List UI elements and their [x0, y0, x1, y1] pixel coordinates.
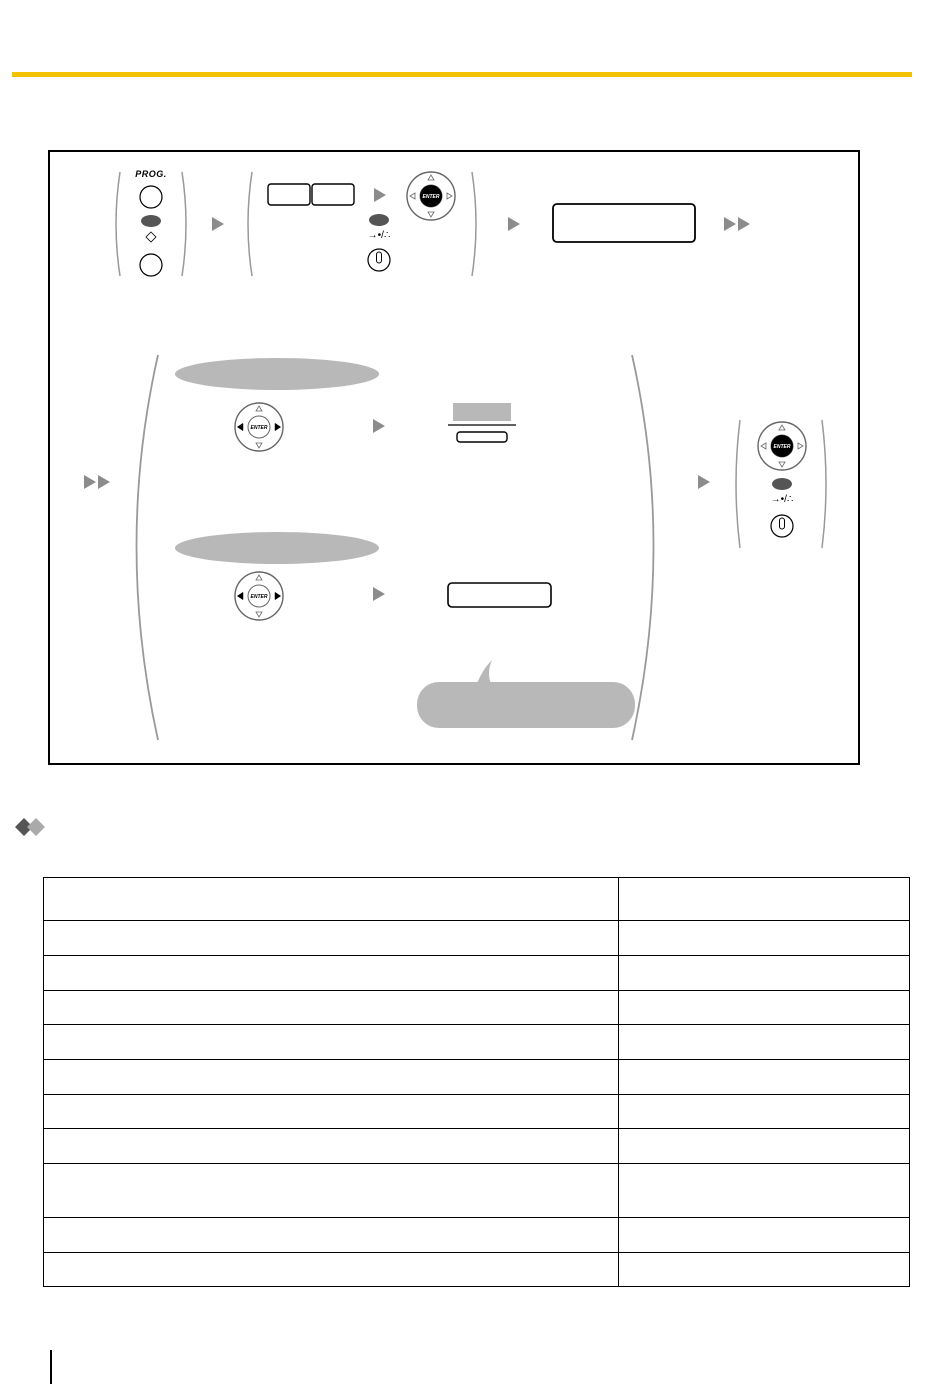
store-auto-dial-icon: →•/∴ [770, 494, 794, 505]
continue-arrow-icon [724, 217, 750, 231]
entry-key-group [248, 172, 476, 276]
prog-key-group [116, 169, 186, 276]
selection-highlight [453, 403, 511, 421]
prog-label: PROG. [135, 169, 167, 179]
dial-key-1[interactable] [268, 184, 310, 205]
navigator-key-icon[interactable] [235, 403, 283, 451]
continue-arrow-icon [84, 475, 110, 489]
hook-icon[interactable] [368, 249, 390, 271]
option-b-pill [175, 532, 379, 564]
end-button[interactable] [140, 254, 162, 276]
svg-text:ENTER: ENTER [422, 194, 440, 200]
table-row [44, 1060, 910, 1095]
option-a-key[interactable] [457, 432, 507, 442]
speech-bubble [417, 660, 635, 728]
table-row [44, 1253, 910, 1287]
svg-text:ENTER: ENTER [773, 444, 791, 450]
next-arrow-icon [508, 217, 520, 231]
table-row [44, 921, 910, 956]
table-row [44, 1164, 910, 1218]
svg-text:ENTER: ENTER [250, 594, 268, 600]
svg-text:ENTER: ENTER [250, 425, 268, 431]
store-auto-dial-icon: →•/∴ [367, 230, 391, 241]
section-diamond-icon [14, 817, 48, 837]
soft-key[interactable] [141, 215, 161, 227]
next-arrow-icon [698, 475, 710, 489]
next-arrow-icon [374, 188, 386, 202]
store-soft-key[interactable] [772, 478, 792, 490]
next-arrow-icon [212, 217, 224, 231]
table-row [44, 956, 910, 991]
navigator-key-icon[interactable] [235, 572, 283, 620]
prog-button[interactable] [140, 186, 162, 208]
table-header-row [44, 878, 910, 921]
hook-icon[interactable] [771, 515, 793, 537]
table-row [44, 1095, 910, 1129]
dial-key-2[interactable] [312, 184, 354, 205]
option-b-display [448, 583, 551, 607]
flash-icon [146, 232, 156, 242]
next-arrow-icon [373, 419, 385, 433]
table-row [44, 1025, 910, 1060]
end-key-group [736, 420, 826, 548]
store-soft-key[interactable] [369, 214, 389, 226]
table-row [44, 991, 910, 1025]
navigator-key-icon[interactable] [758, 422, 806, 470]
table-row [44, 1129, 910, 1164]
settings-table [43, 877, 910, 1287]
next-arrow-icon [373, 587, 385, 601]
navigator-key-icon[interactable] [407, 172, 455, 220]
page-margin-bar [50, 1350, 52, 1384]
display-box [553, 204, 695, 242]
option-a-pill [175, 358, 379, 390]
table-row [44, 1218, 910, 1253]
